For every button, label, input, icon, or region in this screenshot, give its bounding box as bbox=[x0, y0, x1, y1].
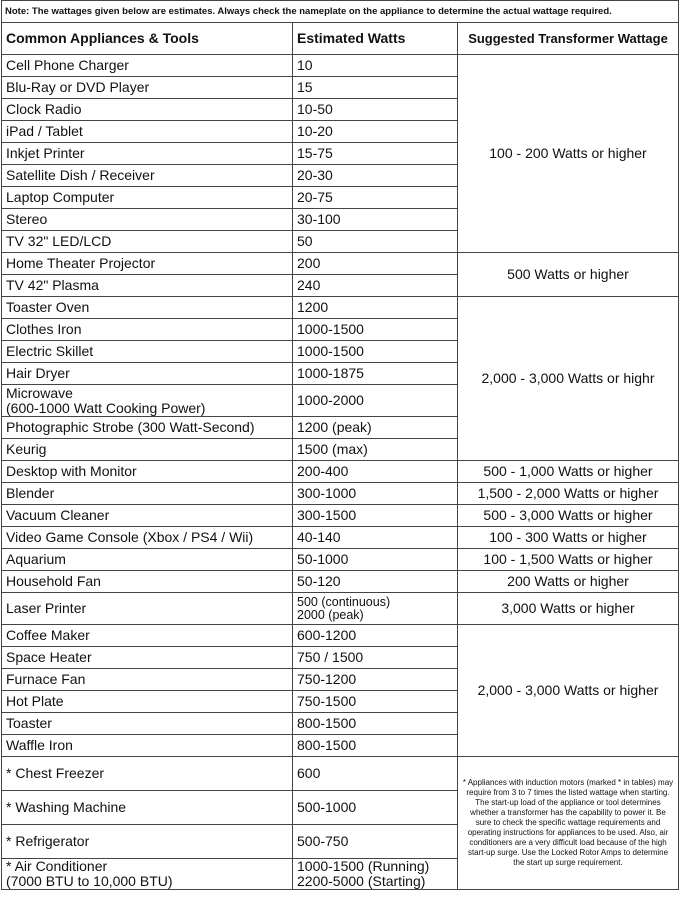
appliance-name-line1: * Air Conditioner bbox=[6, 858, 108, 874]
estimated-watts: 50-120 bbox=[293, 571, 458, 593]
estimated-watts: 750-1500 bbox=[293, 691, 458, 713]
table-row bbox=[2, 757, 679, 791]
suggested-wattage: 500 - 1,000 Watts or higher bbox=[458, 461, 679, 483]
appliance-name: Clock Radio bbox=[2, 99, 293, 121]
table-row bbox=[2, 505, 679, 527]
appliance-name: Space Heater bbox=[2, 647, 293, 669]
header-row bbox=[2, 23, 679, 55]
appliance-name: Satellite Dish / Receiver bbox=[2, 165, 293, 187]
estimated-watts: 1000-1875 bbox=[293, 363, 458, 385]
estimated-watts: 750 / 1500 bbox=[293, 647, 458, 669]
header-appliances: Common Appliances & Tools bbox=[2, 23, 293, 55]
estimated-watts: 500-1000 bbox=[293, 791, 458, 825]
appliance-name: Blender bbox=[2, 483, 293, 505]
appliance-name: Blu-Ray or DVD Player bbox=[2, 77, 293, 99]
note-row bbox=[2, 1, 679, 23]
suggested-wattage: 3,000 Watts or higher bbox=[458, 593, 679, 625]
wattage-table bbox=[1, 0, 679, 890]
estimated-watts: 800-1500 bbox=[293, 713, 458, 735]
appliance-name: Inkjet Printer bbox=[2, 143, 293, 165]
appliance-name: Furnace Fan bbox=[2, 669, 293, 691]
estimated-watts: 200 bbox=[293, 253, 458, 275]
suggested-wattage: 500 - 3,000 Watts or higher bbox=[458, 505, 679, 527]
estimated-watts: 1200 (peak) bbox=[293, 417, 458, 439]
appliance-name: Electric Skillet bbox=[2, 341, 293, 363]
estimated-watts-line1: 500 (continuous) bbox=[297, 594, 391, 609]
suggested-wattage: 100 - 300 Watts or higher bbox=[458, 527, 679, 549]
estimated-watts: 1200 bbox=[293, 297, 458, 319]
estimated-watts: 800-1500 bbox=[293, 735, 458, 757]
appliance-name: TV 32" LED/LCD bbox=[2, 231, 293, 253]
appliance-name: TV 42" Plasma bbox=[2, 275, 293, 297]
suggested-wattage: 1,500 - 2,000 Watts or higher bbox=[458, 483, 679, 505]
appliance-name-line2: (600-1000 Watt Cooking Power) bbox=[6, 399, 206, 416]
table-row bbox=[2, 571, 679, 593]
appliance-name: Toaster bbox=[2, 713, 293, 735]
estimated-watts: 1500 (max) bbox=[293, 439, 458, 461]
appliance-name-line2: (7000 BTU to 10,000 BTU) bbox=[6, 873, 173, 889]
appliance-name: Vacuum Cleaner bbox=[2, 505, 293, 527]
estimated-watts-line1: 1000-1500 (Running) bbox=[297, 858, 430, 874]
estimated-watts: 1000-1500 bbox=[293, 341, 458, 363]
table-row bbox=[2, 297, 679, 319]
estimated-watts: 10-20 bbox=[293, 121, 458, 143]
table-row bbox=[2, 593, 679, 625]
estimated-watts: 50-1000 bbox=[293, 549, 458, 571]
appliance-name: Clothes Iron bbox=[2, 319, 293, 341]
appliance-name: Video Game Console (Xbox / PS4 / Wii) bbox=[2, 527, 293, 549]
table-row bbox=[2, 483, 679, 505]
appliance-name: * Chest Freezer bbox=[2, 757, 293, 791]
appliance-name: Desktop with Monitor bbox=[2, 461, 293, 483]
suggested-wattage: 2,000 - 3,000 Watts or higher bbox=[458, 625, 679, 757]
header-estimated-watts: Estimated Watts bbox=[293, 23, 458, 55]
appliance-name: Hair Dryer bbox=[2, 363, 293, 385]
appliance-name: Keurig bbox=[2, 439, 293, 461]
estimated-watts bbox=[293, 859, 458, 890]
appliance-name: * Washing Machine bbox=[2, 791, 293, 825]
estimated-watts: 300-1000 bbox=[293, 483, 458, 505]
estimated-watts: 30-100 bbox=[293, 209, 458, 231]
appliance-name: iPad / Tablet bbox=[2, 121, 293, 143]
estimated-watts: 10-50 bbox=[293, 99, 458, 121]
appliance-name: Toaster Oven bbox=[2, 297, 293, 319]
appliance-name: Laser Printer bbox=[2, 593, 293, 625]
appliance-name: Coffee Maker bbox=[2, 625, 293, 647]
estimated-watts: 40-140 bbox=[293, 527, 458, 549]
estimated-watts: 500-750 bbox=[293, 825, 458, 859]
appliance-name bbox=[2, 859, 293, 890]
estimated-watts: 750-1200 bbox=[293, 669, 458, 691]
estimated-watts bbox=[293, 593, 458, 625]
estimated-watts: 300-1500 bbox=[293, 505, 458, 527]
estimated-watts: 600-1200 bbox=[293, 625, 458, 647]
estimated-watts: 10 bbox=[293, 55, 458, 77]
estimated-watts: 20-30 bbox=[293, 165, 458, 187]
appliance-name: Laptop Computer bbox=[2, 187, 293, 209]
header-suggested-wattage: Suggested Transformer Wattage bbox=[458, 23, 679, 55]
estimated-watts: 50 bbox=[293, 231, 458, 253]
appliance-name: Household Fan bbox=[2, 571, 293, 593]
estimated-watts: 15-75 bbox=[293, 143, 458, 165]
estimated-watts: 200-400 bbox=[293, 461, 458, 483]
suggested-wattage: 500 Watts or higher bbox=[458, 253, 679, 297]
suggested-wattage: 200 Watts or higher bbox=[458, 571, 679, 593]
estimated-watts-line2: 2000 (peak) bbox=[297, 607, 364, 622]
table-row bbox=[2, 55, 679, 77]
estimated-watts: 1000-2000 bbox=[293, 385, 458, 417]
appliance-name: Hot Plate bbox=[2, 691, 293, 713]
suggested-wattage: 100 - 200 Watts or higher bbox=[458, 55, 679, 253]
estimated-watts-line2: 2200-5000 (Starting) bbox=[297, 873, 426, 889]
appliance-name bbox=[2, 385, 293, 417]
appliance-name: Stereo bbox=[2, 209, 293, 231]
suggested-wattage: 2,000 - 3,000 Watts or highr bbox=[458, 297, 679, 461]
appliance-name-line1: Microwave bbox=[6, 384, 73, 401]
appliance-name: Cell Phone Charger bbox=[2, 55, 293, 77]
estimated-watts: 600 bbox=[293, 757, 458, 791]
estimated-watts: 240 bbox=[293, 275, 458, 297]
appliance-name: * Refrigerator bbox=[2, 825, 293, 859]
note-text: Note: The wattages given below are estimates. Always check the nameplate on the appliance to determine the actual wattage required. bbox=[2, 1, 679, 23]
induction-motor-footnote: * Appliances with induction motors (marked * in tables) may require from 3 to 7 times the listed wattage when starting. The start-up load of the appliance or tool determines whether a transformer has the capability to power it. Be sure to check the specific wattage requirements and operating instructions for appliances to be used. Also, air conditioners are a very difficult load because of the high start-up surge. Use the Locked Rotor Amps to determine the start up surge requirement. bbox=[458, 757, 679, 890]
appliance-name: Home Theater Projector bbox=[2, 253, 293, 275]
estimated-watts: 1000-1500 bbox=[293, 319, 458, 341]
table-row bbox=[2, 253, 679, 275]
table-row bbox=[2, 625, 679, 647]
table-row bbox=[2, 527, 679, 549]
appliance-name: Photographic Strobe (300 Watt-Second) bbox=[2, 417, 293, 439]
appliance-name: Aquarium bbox=[2, 549, 293, 571]
table-row bbox=[2, 461, 679, 483]
table-row bbox=[2, 549, 679, 571]
suggested-wattage: 100 - 1,500 Watts or higher bbox=[458, 549, 679, 571]
estimated-watts: 15 bbox=[293, 77, 458, 99]
estimated-watts: 20-75 bbox=[293, 187, 458, 209]
appliance-name: Waffle Iron bbox=[2, 735, 293, 757]
